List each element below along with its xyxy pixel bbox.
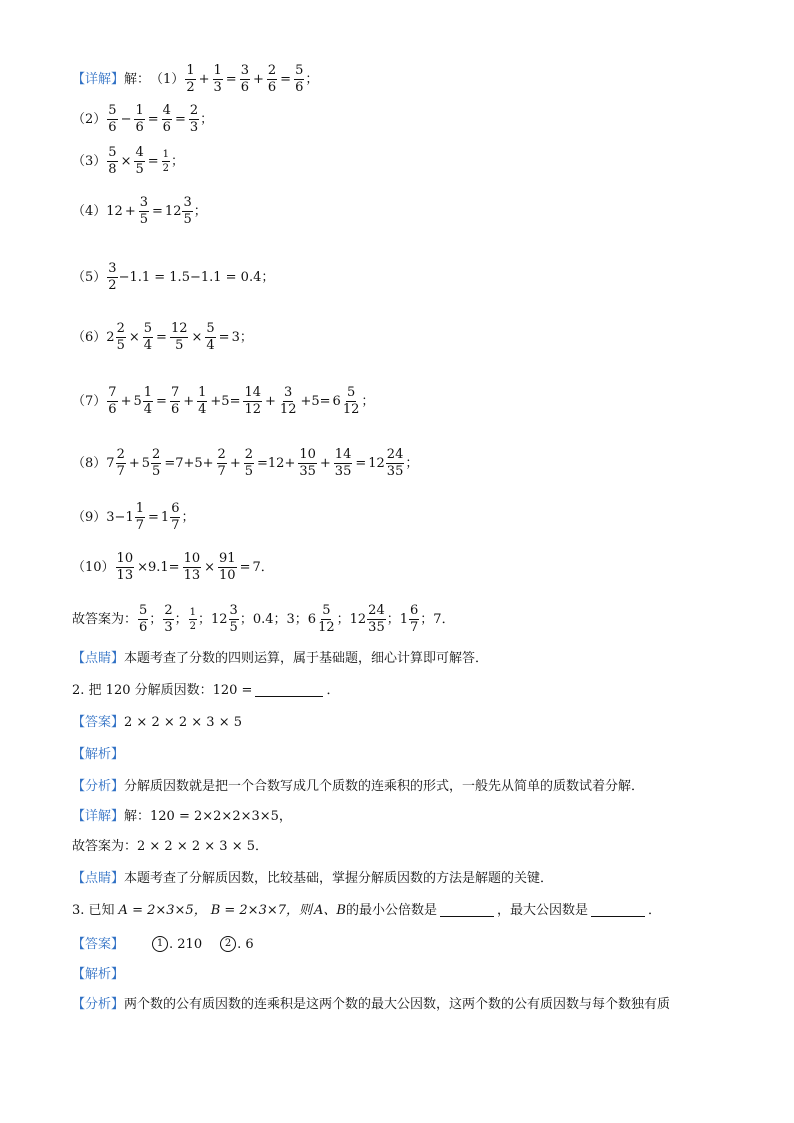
item-num: （4）: [72, 204, 107, 220]
fenxi-text: 分解质因数就是把一个合数写成几个质数的连乘积的形式，一般先从简单的质数试着分解．: [124, 779, 645, 794]
fraction: $\frac{2}{3}$: [189, 103, 199, 136]
answer-summary: 故答案为： $\frac{5}{6}$ ； $\frac{2}{3}$ ； $\frac{1}{2}$ ； 12 $\frac{3}{5}$ ；0.4；3； 6 $\frac{5}{12}$ ； 12 $\frac{24}{35}$ ； 1 $\frac{6}{7}$ ；7．: [72, 603, 455, 636]
item-num: （7）: [72, 394, 107, 410]
item-num: （10）: [72, 560, 115, 576]
summary-text: 故答案为：2 × 2 × 2 × 3 × 5．: [72, 839, 268, 854]
item-num: （2）: [72, 112, 107, 128]
fraction: $\frac{5}{12}$: [342, 385, 360, 418]
fraction: $\frac{7}{6}$: [108, 385, 117, 418]
fraction: $\frac{2}{6}$: [267, 63, 277, 96]
item-line-2: （2） $\frac{5}{6}$ − $\frac{1}{6}$ = $\frac{4}{6}$ = $\frac{2}{3}$ ；: [72, 103, 214, 136]
item-line-4: （4） 12 + $\frac{3}{5}$ = 12 $\frac{3}{5}$ ；: [72, 195, 207, 228]
item-line-7: （7） $\frac{7}{6}$ + 5 $\frac{1}{4}$ = $\frac{7}{6}$ + $\frac{1}{4}$ +5= $\frac{14}{12}$ + $\frac{3}{12}$ +5= 6 $\frac{5}{12}$ ；: [72, 385, 375, 418]
answer-label: 【答案】: [72, 936, 125, 952]
analysis-label: 【解析】: [72, 747, 125, 762]
fraction: $\frac{2}{5}$: [116, 321, 125, 354]
fraction: $\frac{3}{5}$: [139, 195, 149, 228]
detail-text: 解：120 = 2×2×2×3×5，: [124, 809, 292, 824]
fraction: $\frac{4}{5}$: [135, 145, 144, 178]
detail-line-1: 【详解】 解： （1） $\frac{1}{2}$ + $\frac{1}{3}$ = $\frac{3}{6}$ + $\frac{2}{6}$ = $\frac{5}{6}$ ；: [72, 63, 319, 96]
answer-label: 【答案】: [72, 715, 125, 730]
q3-fenxi: [72, 998, 670, 1011]
fraction: $\frac{14}{12}$: [244, 385, 262, 418]
q3-stem-mid: 的最小公倍数是: [345, 903, 437, 918]
q2-summary: [72, 840, 268, 853]
remark-text: 本题考查了分数的四则运算，属于基础题，细心计算即可解答．: [124, 651, 489, 666]
q3-stem-b: B = 2×3×7，则: [210, 903, 313, 918]
q3-answer: [72, 936, 254, 952]
analysis-label: 【解析】: [72, 967, 125, 982]
fenxi-label: 【分析】: [72, 779, 125, 794]
item-num: （3）: [72, 154, 107, 170]
fraction: $\frac{1}{2}$: [186, 63, 195, 96]
circled-number: 2: [220, 936, 236, 952]
q2-analysis: [72, 748, 124, 761]
fraction: $\frac{3}{5}$: [229, 603, 238, 636]
item-line-3: （3） $\frac{5}{8}$ × $\frac{4}{5}$ = $\frac{1}{2}$ ；: [72, 145, 185, 178]
fraction: $\frac{1}{6}$: [135, 103, 144, 136]
fraction: $\frac{5}{8}$: [108, 145, 117, 178]
q2-answer: [72, 716, 242, 729]
detail-label: 【详解】: [72, 72, 125, 88]
fenxi-label: 【分析】: [72, 997, 125, 1012]
q2-remark: [72, 872, 553, 885]
fraction: $\frac{10}{35}$: [299, 447, 316, 480]
q2-detail: [72, 810, 292, 823]
q2-stem-text: 2. 把 120 分解质因数：120 =: [72, 683, 253, 698]
fraction: $\frac{1}{2}$: [162, 149, 170, 175]
fraction: $\frac{12}{5}$: [170, 321, 188, 354]
fraction: $\frac{2}{7}$: [217, 447, 226, 480]
item-num: （9）: [72, 510, 107, 526]
remark-label: 【点睛】: [72, 871, 125, 886]
fraction: $\frac{5}{4}$: [143, 321, 153, 354]
fraction: $\frac{1}{4}$: [198, 385, 207, 418]
fraction: $\frac{6}{7}$: [171, 501, 180, 534]
fraction: $\frac{1}{2}$: [189, 607, 196, 633]
fraction: $\frac{2}{7}$: [116, 447, 125, 480]
answer-blank: [255, 684, 323, 697]
fraction: $\frac{3}{12}$: [279, 385, 297, 418]
answer-value-2: . 6: [237, 936, 254, 952]
q2-fenxi: [72, 780, 644, 793]
answer-blank: [440, 904, 494, 917]
item-line-5: （5） $\frac{3}{2}$ −1.1 = 1.5−1.1 = 0.4；: [72, 261, 275, 294]
fraction: $\frac{5}{6}$: [108, 103, 117, 136]
fraction: $\frac{3}{6}$: [240, 63, 249, 96]
detail-label: 【详解】: [72, 809, 125, 824]
fraction: $\frac{14}{35}$: [334, 447, 352, 480]
fraction: $\frac{1}{7}$: [135, 501, 144, 534]
item-line-10: （10） $\frac{10}{13}$ ×9.1= $\frac{10}{13}$ × $\frac{91}{10}$ = 7．: [72, 551, 274, 584]
fraction: $\frac{6}{7}$: [410, 603, 419, 636]
fraction: $\frac{1}{3}$: [213, 63, 222, 96]
fraction: $\frac{2}{5}$: [152, 447, 161, 480]
q2-stem: 2. 把 120 分解质因数：120 = ．: [72, 683, 340, 698]
item-line-6: （6） 2 $\frac{2}{5}$ × $\frac{5}{4}$ = $\frac{12}{5}$ × $\frac{5}{4}$ = 3；: [72, 321, 253, 354]
item-num: （8）: [72, 456, 107, 472]
circled-number: 1: [152, 936, 168, 952]
item-line-9: （9） 3−1 $\frac{1}{7}$ = 1 $\frac{6}{7}$ ；: [72, 501, 195, 534]
item-line-8: （8） 7 $\frac{2}{7}$ + 5 $\frac{2}{5}$ =7+5+ $\frac{2}{7}$ + $\frac{2}{5}$ =12+ $\frac{10}{35}$ + $\frac{14}{35}$ = 12 $\frac{24}{35}$ ；: [72, 447, 419, 480]
q3-stem-a: A = 2×3×5，: [118, 903, 207, 918]
remark-label: 【点睛】: [72, 651, 125, 666]
q3-stem-ab: A、B: [314, 903, 346, 918]
remark-text: 本题考查了分解质因数，比较基础，掌握分解质因数的方法是解题的关键．: [124, 871, 554, 886]
answer-value: 2 × 2 × 2 × 3 × 5: [124, 715, 242, 730]
fraction: $\frac{10}{13}$: [116, 551, 134, 584]
fraction: $\frac{24}{35}$: [368, 603, 385, 636]
fraction: $\frac{4}{6}$: [162, 103, 171, 136]
fraction: $\frac{24}{35}$: [386, 447, 404, 480]
fraction: $\frac{5}{6}$: [295, 63, 304, 96]
fenxi-text: 两个数的公有质因数的连乘积是这两个数的最大公因数，这两个数的公有质因数与每个数独有质: [124, 997, 671, 1012]
q3-stem: 3. 已知 A = 2×3×5， B = 2×3×7，则 A、B 的最小公倍数是 ，最大公因数是 ．: [72, 903, 662, 918]
fraction: $\frac{3}{5}$: [183, 195, 192, 228]
fraction: $\frac{91}{10}$: [219, 551, 236, 584]
answer-blank: [591, 904, 645, 917]
fraction: $\frac{1}{4}$: [143, 385, 153, 418]
item-num: （5）: [72, 270, 107, 286]
fraction: $\frac{5}{4}$: [206, 321, 215, 354]
fraction: $\frac{3}{2}$: [108, 261, 117, 294]
answer-value-1: . 210: [169, 936, 203, 952]
detail-prefix: 解：: [124, 72, 151, 88]
q3-stem-pre: 3. 已知: [72, 903, 115, 918]
fraction: $\frac{2}{3}$: [164, 603, 173, 636]
fraction: $\frac{7}{6}$: [170, 385, 180, 418]
q3-stem-mid2: ，最大公因数是: [496, 903, 588, 918]
fraction: $\frac{5}{6}$: [139, 603, 148, 636]
item-num: （6）: [72, 330, 107, 346]
fraction: $\frac{10}{13}$: [183, 551, 201, 584]
q3-analysis: [72, 968, 124, 981]
fraction: $\frac{5}{12}$: [318, 603, 335, 636]
answer-summary-label: 故答案为：: [72, 612, 138, 628]
fraction: $\frac{2}{5}$: [244, 447, 254, 480]
remark-line-1: [72, 652, 488, 665]
item-num: （1）: [150, 72, 185, 88]
